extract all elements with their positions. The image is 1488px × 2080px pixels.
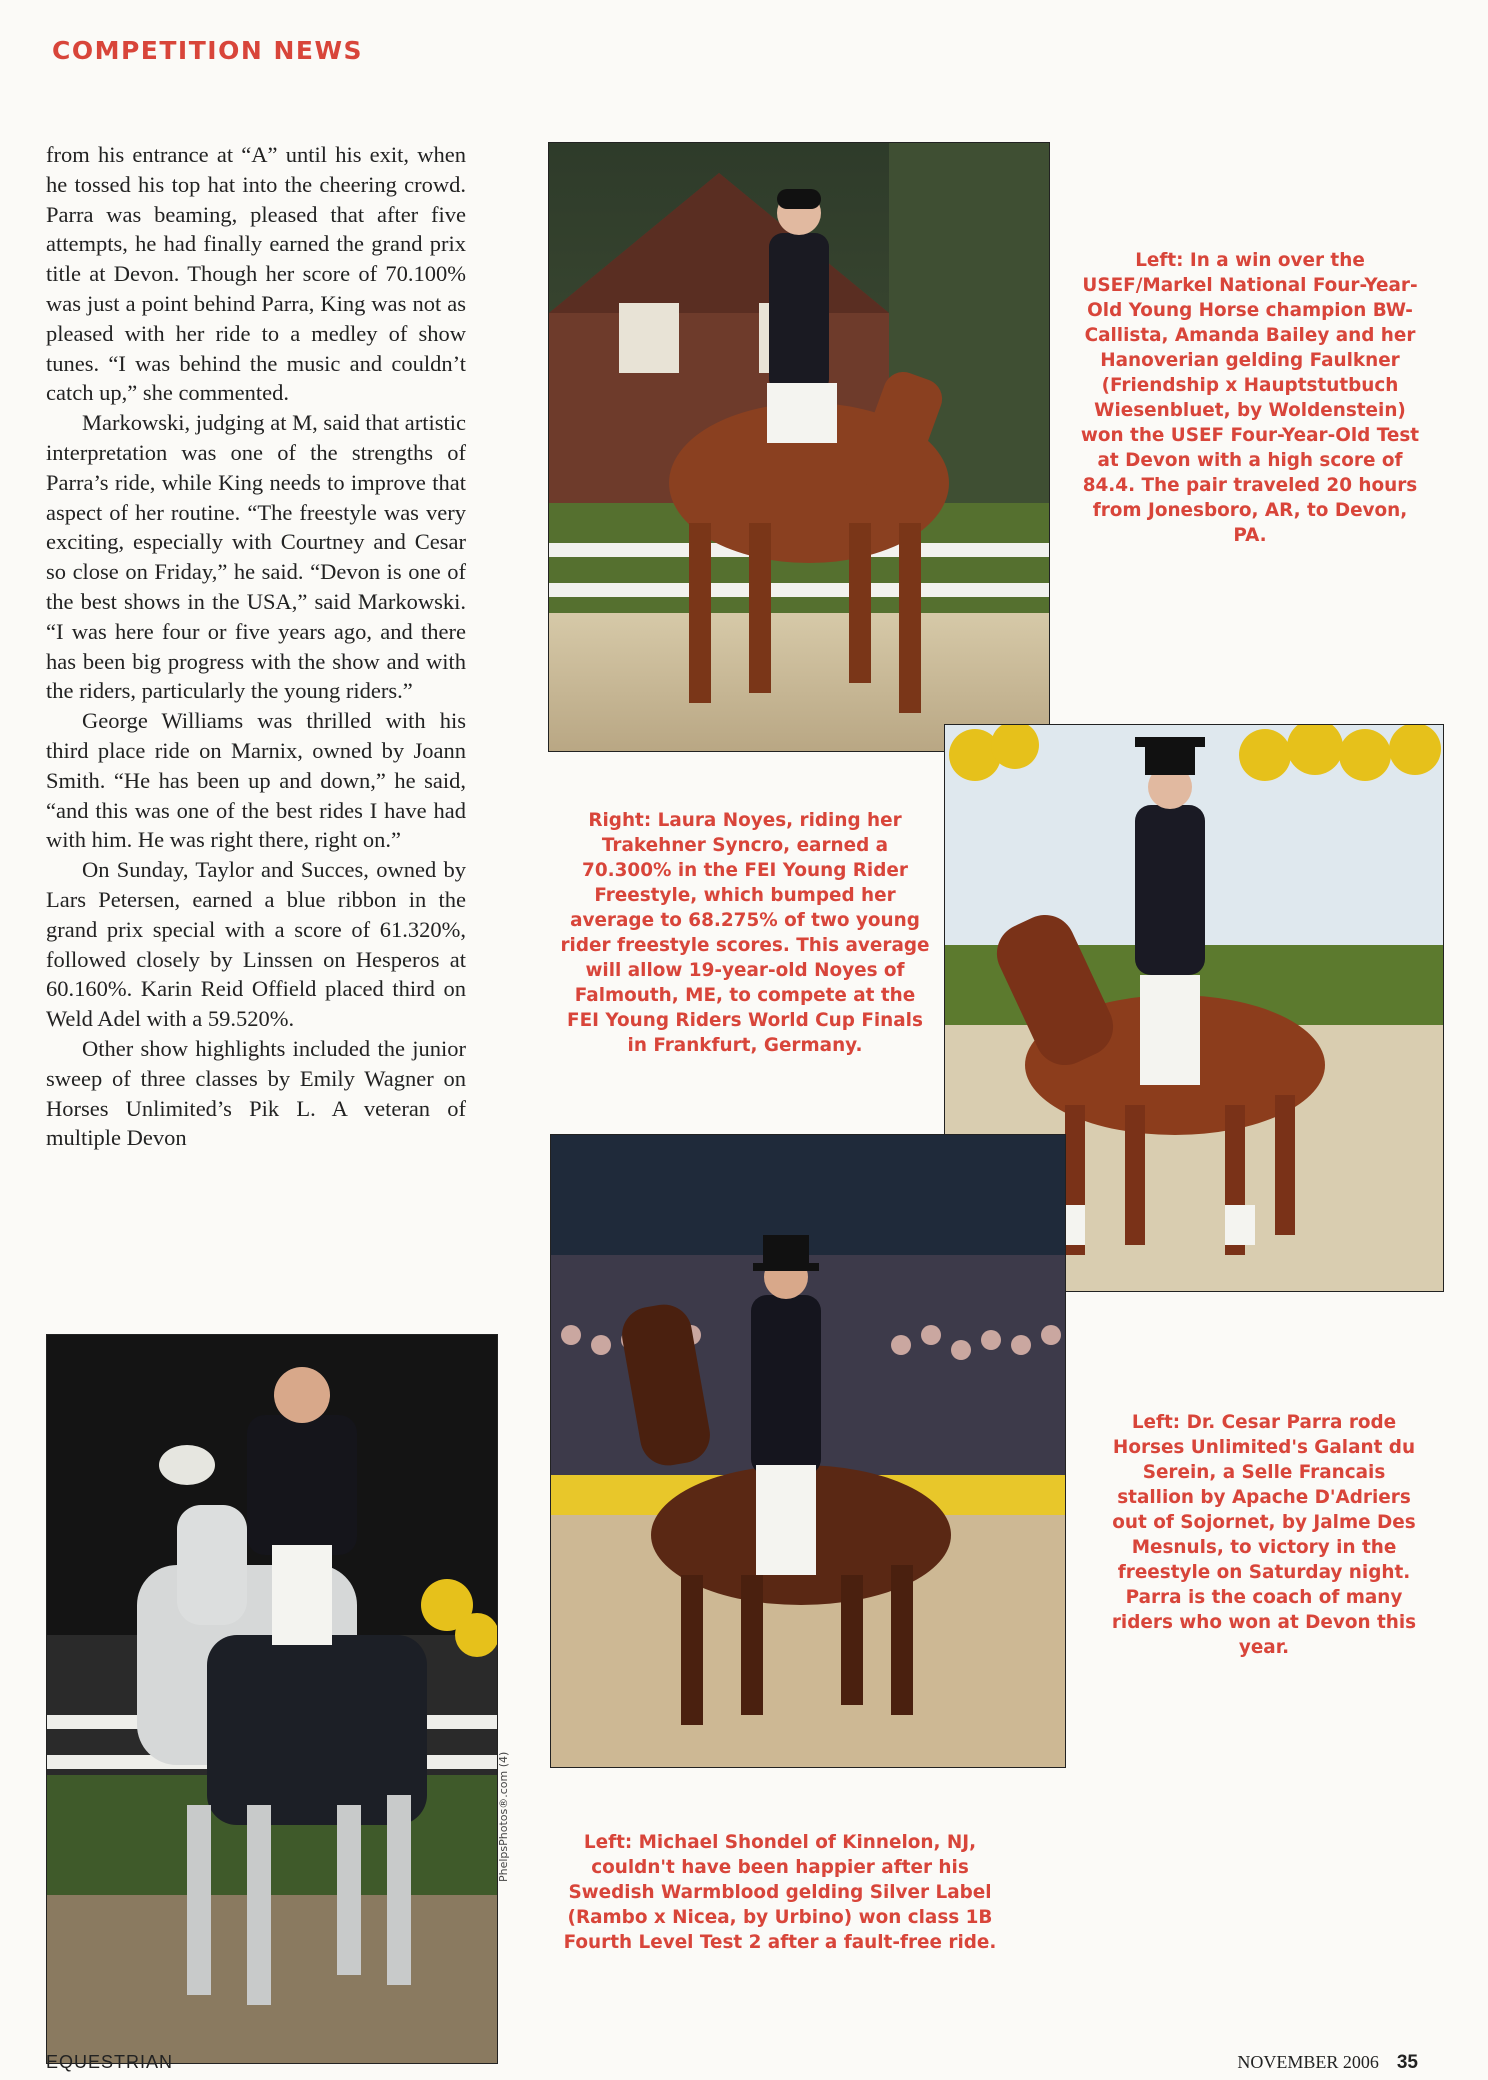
article-paragraph: Other show highlights included the junior sweep of three classes by Emily Wagner on Horses Unlimited’s Pik L. A veteran of multiple Devon <box>46 1035 466 1151</box>
caption-shondel: Left: Michael Shondel of Kinnelon, NJ, couldn't have been happier after his Swedish Warmblood gelding Silver Label (Rambo x Nicea, by Urbino) won class 1B Fourth Level Test 2 after a fault-free ride. <box>563 1832 997 1953</box>
caption-noyes: Right: Laura Noyes, riding her Trakehner Syncro, earned a 70.300% in the FEI Young Rider Freestyle, which bumped her average to 68.275% of two young rider freestyle scores. This average will allow 19-year-old Noyes of Falmouth, ME, to compete at the FEI Young Riders World Cup Finals in Frankfurt, Germany. <box>560 810 930 1056</box>
article-paragraph: George Williams was thrilled with his third place ride on Marnix, owned by Joann Smith. “He has been up and down,” he said, “and this was one of the best rides I have had with him. He was right there, right on.” <box>46 708 466 853</box>
article-body <box>46 140 466 1153</box>
article-paragraph: Markowski, judging at M, said that artistic interpretation was one of the strengths of Parra’s ride, while King needs to improve that aspect of her routine. “The freestyle was very exciting, especially with Courtney and Cesar so close on Friday,” he said. “Devon is one of the best shows in the USA,” said Markowski. “I was here four or five years ago, and there has been big progress with the show and with the riders, particularly the young riders.” <box>46 410 466 704</box>
photo-credit: PhelpsPhotos®.com (4) <box>497 1751 510 1882</box>
page-number: 35 <box>1396 2052 1418 2073</box>
photo-parra-galant <box>550 1134 1066 1768</box>
section-title: COMPETITION NEWS <box>52 36 364 65</box>
photo-shondel-silver-label <box>46 1334 498 2064</box>
footer-date: NOVEMBER 2006 <box>1237 2052 1379 2072</box>
footer-date-page <box>1237 2052 1418 2074</box>
article-paragraph: On Sunday, Taylor and Succes, owned by Lars Petersen, earned a blue ribbon in the grand prix special with a score of 61.320%, followed closely by Linssen on Hesperos at 60.160%. Karin Reid Offield placed third on Weld Adel with a 59.520%. <box>46 857 466 1032</box>
caption-bailey: Left: In a win over the USEF/Markel National Four-Year-Old Young Horse champion BW-Callista, Amanda Bailey and her Hanoverian gelding Faulkner (Friendship x Hauptstutbuch Wiesenbluet, by Woldenstein) won the USEF Four-Year-Old Test at Devon with a high score of 84.4. The pair traveled 20 hours from Jonesboro, AR, to Devon, PA. <box>1080 250 1420 546</box>
caption-parra: Left: Dr. Cesar Parra rode Horses Unlimited's Galant du Serein, a Selle Francais stallion by Apache D'Adriers out of Sojornet, by Jalme Des Mesnuls, to victory in the freestyle on Saturday night. Parra is the coach of many riders who won at Devon this year. <box>1111 1412 1417 1658</box>
photo-bailey-faulkner <box>548 142 1050 752</box>
footer-magazine: EQUESTRIAN <box>46 2052 174 2072</box>
article-paragraph: from his entrance at “A” until his exit, when he tossed his top hat into the cheering crowd. Parra was beaming, pleased that after five attempts, he had finally earned the grand prix title at Devon. Though her score of 70.100% was just a point behind Parra, King was not as pleased with her ride to a medley of show tunes. “I was behind the music and couldn’t catch up,” she commented. <box>46 142 466 406</box>
